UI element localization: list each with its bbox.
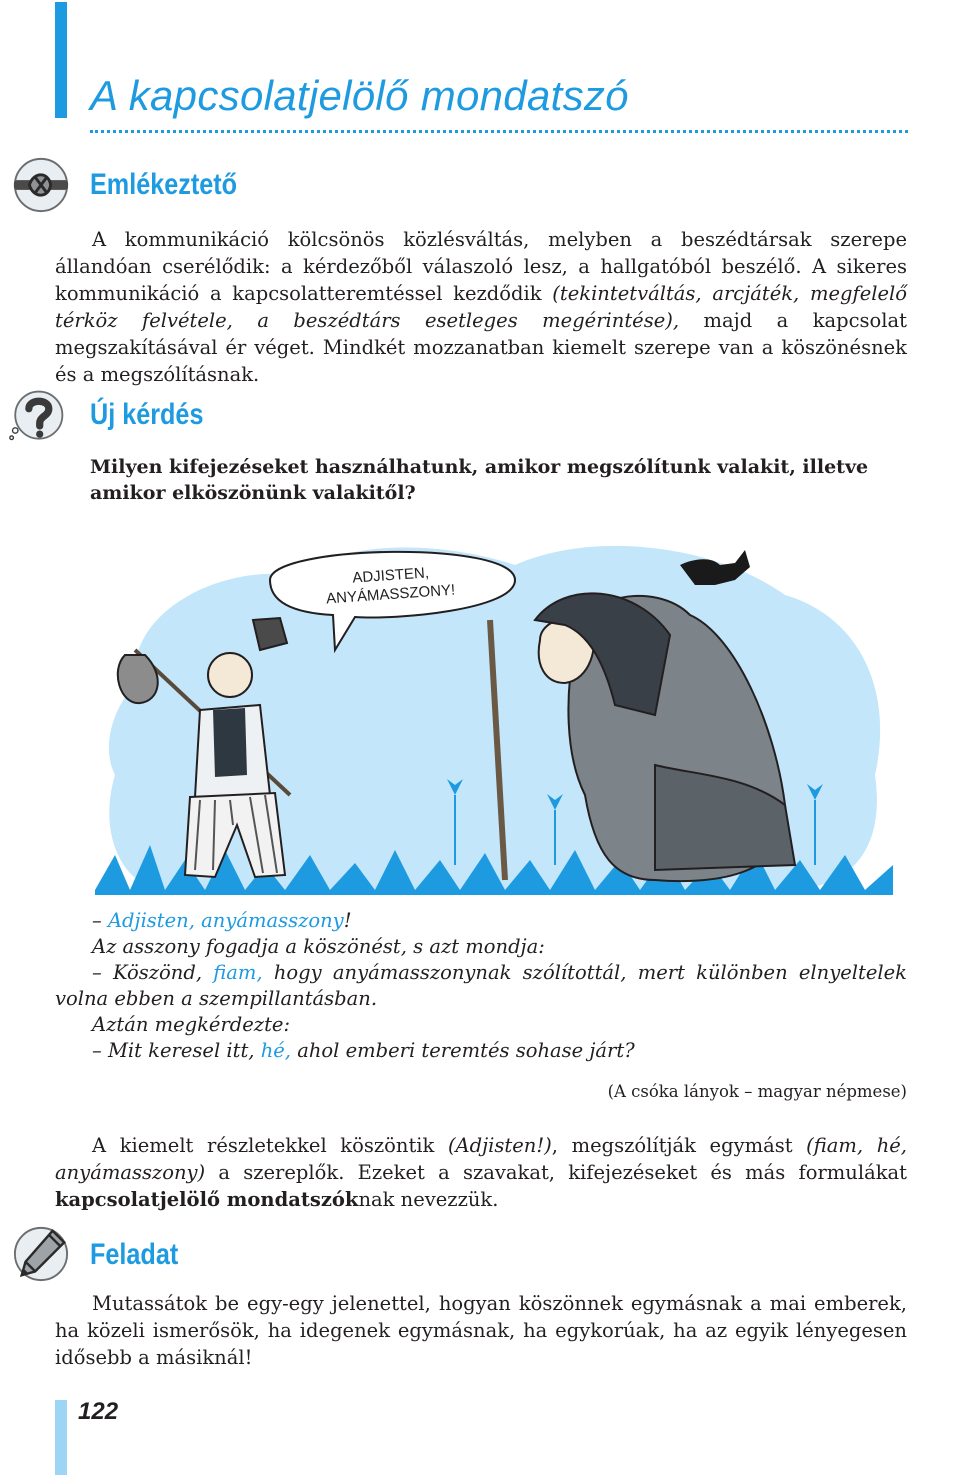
source-citation: (A csóka lányok – magyar népmese) — [607, 1082, 907, 1101]
explanation-c: , megszólítják egymást — [551, 1134, 807, 1157]
dialogue-exclamation: ! — [343, 909, 352, 932]
question-mark-icon — [8, 387, 66, 445]
remember-text-end: majd a kapcsolat megszakításával ér véget. Mindkét mozzanatban kiemelt szerepe van a köszönésnek és a megszólításnak. — [55, 309, 907, 386]
remember-heading: Emlékeztető — [90, 168, 238, 201]
address-fiam-highlight: fiam, — [213, 961, 263, 984]
greeting-highlight: Adjisten, anyámasszony — [107, 909, 344, 932]
dialogue-l3-start: – Köszönd, — [92, 961, 214, 984]
remember-text-start: A kommunikáció kölcsönös közlésváltás, melyben a beszédtársak szerepe állandóan cserélődik: a kérdezőből válaszoló lesz, a hallgatóból beszélő. A sikeres kommunikáció a kapcsolatteremtéssel kezdődik — [55, 228, 907, 305]
dialogue-l5-end: ahol emberi teremtés sohase járt? — [291, 1039, 635, 1062]
task-heading: Feladat — [90, 1238, 179, 1271]
dialogue-l5-start: – Mit keresel itt, — [92, 1039, 261, 1062]
term-bold: kapcsolatjelölő mondatszók — [55, 1188, 359, 1211]
question-heading: Új kérdés — [90, 398, 204, 431]
speech-line-1: ADJISTEN, — [351, 564, 430, 587]
pencil-icon — [12, 1225, 70, 1283]
task-paragraph — [55, 1290, 907, 1371]
knot-icon — [12, 156, 70, 214]
dialogue-line-1 — [55, 908, 907, 934]
explanation-b: (Adjisten!) — [447, 1134, 552, 1157]
dialogue-block — [55, 908, 907, 1064]
explanation-g: nak nevezzük. — [358, 1188, 499, 1211]
illustration — [95, 525, 893, 895]
title-divider — [90, 130, 908, 133]
speech-line-2: ANYÁMASSZONY! — [325, 581, 456, 608]
explanation-d: (fiam, hé, anyámasszony) — [55, 1134, 907, 1184]
remember-text-italic: (tekintetváltás, arcjáték, megfelelő térköz felvétele, a beszédtárs esetleges megérintése), — [55, 282, 907, 332]
explanation-a: A kiemelt részletekkel köszöntik — [92, 1134, 448, 1157]
explanation-e: a szereplők. Ezeket a szavakat, kifejezéseket és más formulákat — [205, 1161, 907, 1184]
page-title: A kapcsolatjelölő mondatszó — [90, 72, 629, 119]
page-number-bar — [55, 1400, 67, 1475]
title-accent-bar — [55, 2, 67, 118]
dialogue-line-5 — [55, 1038, 907, 1064]
dialogue-line-4: Aztán megkérdezte: — [92, 1013, 291, 1036]
dialogue-line-3 — [55, 960, 907, 1012]
explanation-paragraph — [55, 1132, 907, 1213]
address-he-highlight: hé, — [260, 1039, 292, 1062]
question-text: Milyen kifejezéseket használhatunk, amikor megszólítunk valakit, illetve amikor elköszönünk valakitől? — [90, 456, 869, 504]
dialogue-line-2: Az asszony fogadja a köszönést, s azt mondja: — [92, 935, 545, 958]
remember-paragraph — [55, 226, 907, 388]
task-text: Mutassátok be egy-egy jelenettel, hogyan köszönnek egymásnak a mai emberek, ha közeli ismerősök, ha idegenek egymásnak, ha egykorúak, ha az egyik lényegesen idősebb a másiknál! — [55, 1292, 907, 1369]
dialogue-l3-end: hogy anyámasszonynak szólítottál, mert különben elnyeltelek volna ebben a szempillantásban. — [55, 961, 907, 1010]
dialogue-dash: – — [92, 909, 108, 932]
page-number: 122 — [78, 1398, 119, 1425]
